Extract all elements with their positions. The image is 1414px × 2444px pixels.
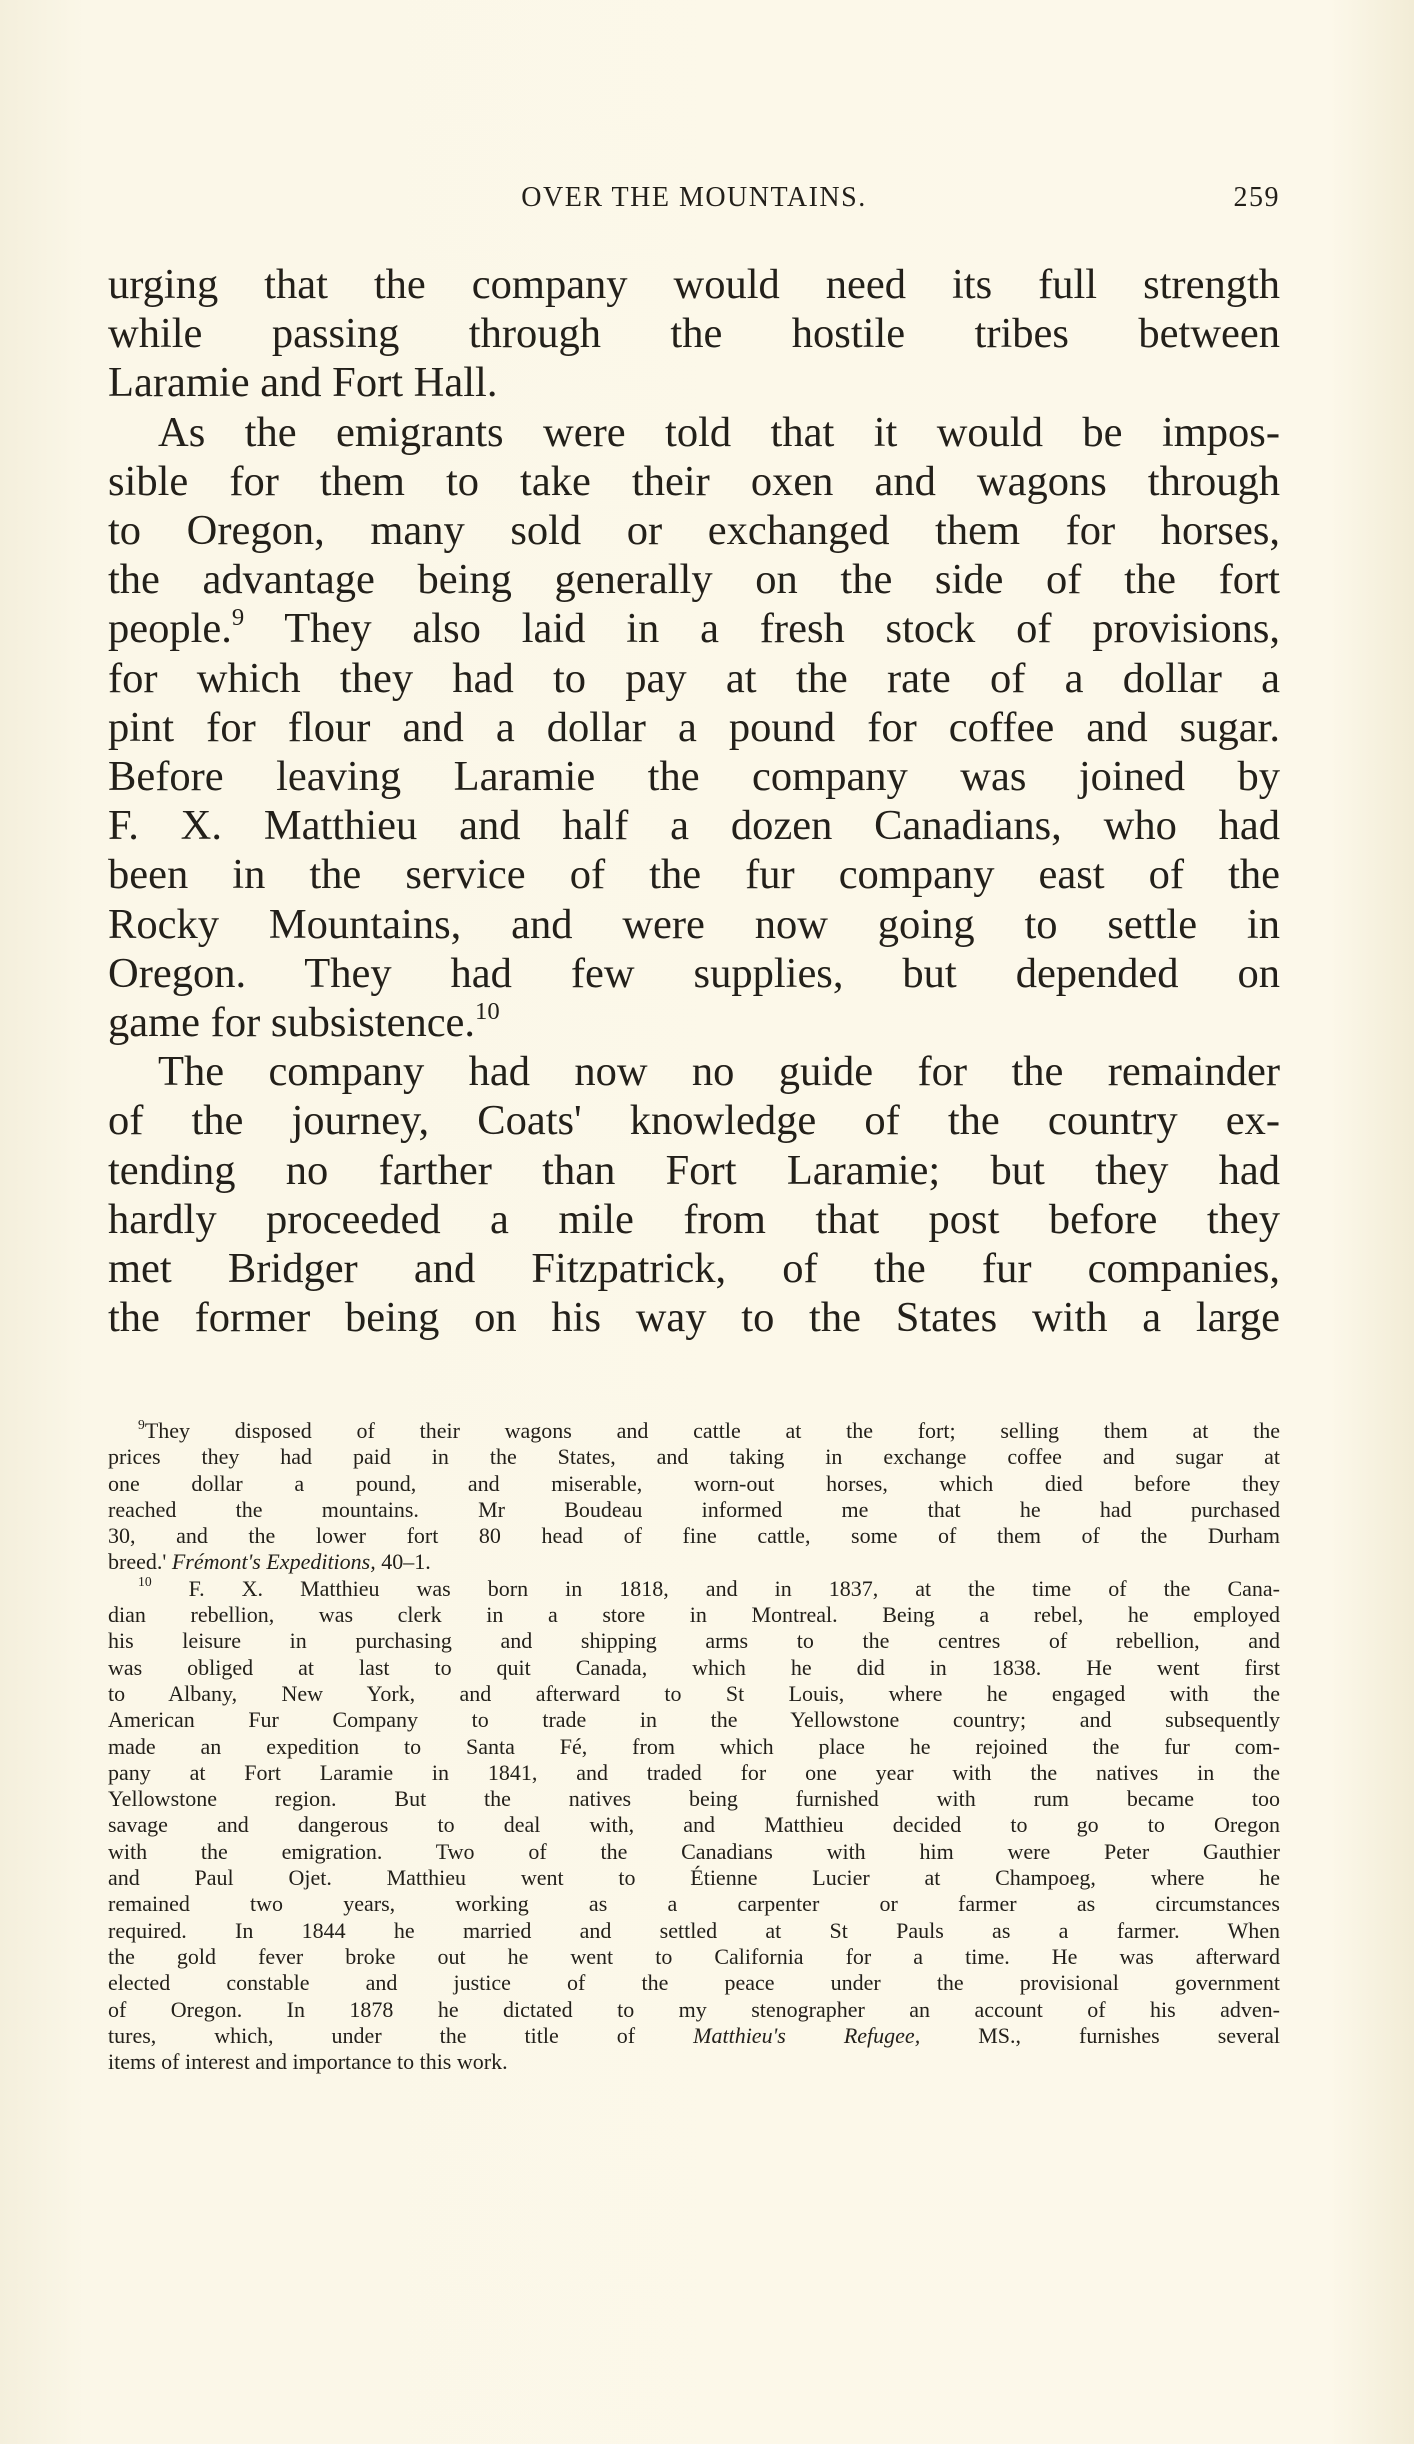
body-line: met Bridger and Fitzpatrick, of the fur companies,	[108, 1245, 1280, 1293]
body-line-segment: people.	[108, 605, 232, 653]
footnote-9	[108, 1418, 1280, 1576]
footnote-text: They disposed of their wagons and cattle at the fort; selling them at the	[144, 1418, 1280, 1443]
body-line: to Oregon, many sold or exchanged them for horses,	[108, 507, 1280, 555]
footnote-text: breed.'	[108, 1549, 167, 1575]
body-line: Before leaving Laramie the company was joined by	[108, 753, 1280, 801]
footnote-line	[108, 1576, 1280, 1602]
footnote-line: of Oregon. In 1878 he dictated to my stenographer an account of his adven-	[108, 1996, 1280, 2022]
body-line: urging that the company would need its full strength	[108, 261, 1280, 308]
running-title: OVER THE MOUNTAINS.	[521, 182, 867, 213]
footnote-9-number: 9	[138, 1416, 145, 1432]
body-line: As the emigrants were told that it would be impos-	[158, 408, 1280, 456]
page-number: 259	[1233, 182, 1280, 213]
footnote-marker-9: 9	[231, 604, 245, 632]
citation: Frémont's Expeditions,	[171, 1549, 376, 1575]
footnote-line: elected constable and justice of the peace under the provisional government	[108, 1970, 1280, 1996]
body-line: the advantage being generally on the side of the fort	[108, 556, 1280, 604]
footnote-text: tures, which, under the title of	[108, 2022, 636, 2048]
footnote-line: items of interest and importance to this work.	[108, 2049, 508, 2075]
footnote-line: pany at Fort Laramie in 1841, and traded for one year with the natives in the	[108, 1759, 1280, 1785]
footnote-line: dian rebellion, was clerk in a store in Montreal. Being a rebel, he employed	[108, 1602, 1280, 1628]
body-line: Laramie and Fort Hall.	[108, 359, 498, 407]
body-line: tending no farther than Fort Laramie; but they had	[108, 1146, 1280, 1194]
footnote-line: prices they had paid in the States, and taking in exchange coffee and sugar at	[108, 1444, 1280, 1470]
body-line: Rocky Mountains, and were now going to settle in	[108, 900, 1280, 948]
footnote-line	[108, 1418, 1280, 1444]
body-line-with-note	[108, 604, 1280, 653]
footnote-line: one dollar a pound, and miserable, worn-out horses, which died before they	[108, 1470, 1280, 1496]
footnote-line: with the emigration. Two of the Canadians with him were Peter Gauthier	[108, 1838, 1280, 1864]
footnote-text: F. X. Matthieu was born in 1818, and in 1837, at the time of the Cana-	[188, 1575, 1281, 1601]
body-line: pint for flour and a dollar a pound for coffee and sugar.	[108, 703, 1280, 751]
footnote-text: MS., furnishes several	[978, 2022, 1280, 2048]
body-line: The company had now no guide for the remainder	[158, 1048, 1280, 1096]
footnote-10	[108, 1576, 1280, 2076]
citation: Matthieu's Refugee,	[693, 2022, 921, 2048]
footnote-line: was obliged at last to quit Canada, which he did in 1838. He went first	[108, 1654, 1280, 1680]
footnote-line: required. In 1844 he married and settled at St Pauls as a farmer. When	[108, 1917, 1280, 1943]
body-line-with-note	[108, 998, 1280, 1047]
footnote-line: remained two years, working as a carpenter or farmer as circumstances	[108, 1891, 1280, 1917]
body-line: Oregon. They had few supplies, but depended on	[108, 949, 1280, 997]
footnote-line: made an expedition to Santa Fé, from which place he rejoined the fur com-	[108, 1733, 1280, 1759]
body-line: of the journey, Coats' knowledge of the country ex-	[108, 1097, 1280, 1145]
footnote-text: 40–1.	[381, 1549, 431, 1575]
footnote-marker-10: 10	[475, 997, 500, 1025]
footnotes	[108, 1418, 1280, 2075]
footnote-line: to Albany, New York, and afterward to St Louis, where he engaged with the	[108, 1680, 1280, 1706]
footnote-line: and Paul Ojet. Matthieu went to Étienne Lucier at Champoeg, where he	[108, 1865, 1280, 1891]
footnote-line: 30, and the lower fort 80 head of fine cattle, some of them of the Durham	[108, 1523, 1280, 1549]
body-line: been in the service of the fur company east of the	[108, 851, 1280, 899]
body-line-segment: They also laid in a fresh stock of provisions,	[284, 605, 1280, 653]
footnote-line	[108, 1549, 1280, 1575]
body-text	[108, 260, 1280, 1342]
footnote-10-number: 10	[138, 1574, 152, 1590]
footnote-line: American Fur Company to trade in the Yellowstone country; and subsequently	[108, 1707, 1280, 1733]
body-line: while passing through the hostile tribes between	[108, 310, 1280, 358]
footnote-line: Yellowstone region. But the natives being furnished with rum became too	[108, 1786, 1280, 1812]
body-line-segment: game for subsistence.	[108, 999, 476, 1047]
footnote-line: the gold fever broke out he went to California for a time. He was afterward	[108, 1943, 1280, 1969]
running-header	[108, 182, 1280, 222]
footnote-line: savage and dangerous to deal with, and Matthieu decided to go to Oregon	[108, 1812, 1280, 1838]
body-line: hardly proceeded a mile from that post before they	[108, 1195, 1280, 1243]
body-line: the former being on his way to the States with a large	[108, 1294, 1280, 1342]
footnote-line: his leisure in purchasing and shipping arms to the centres of rebellion, and	[108, 1628, 1280, 1654]
body-line: sible for them to take their oxen and wagons through	[108, 457, 1280, 505]
body-line: for which they had to pay at the rate of a dollar a	[108, 654, 1280, 702]
body-line: F. X. Matthieu and half a dozen Canadians, who had	[108, 802, 1280, 850]
footnote-line: reached the mountains. Mr Boudeau informed me that he had purchased	[108, 1496, 1280, 1522]
footnote-line	[108, 2023, 1280, 2049]
